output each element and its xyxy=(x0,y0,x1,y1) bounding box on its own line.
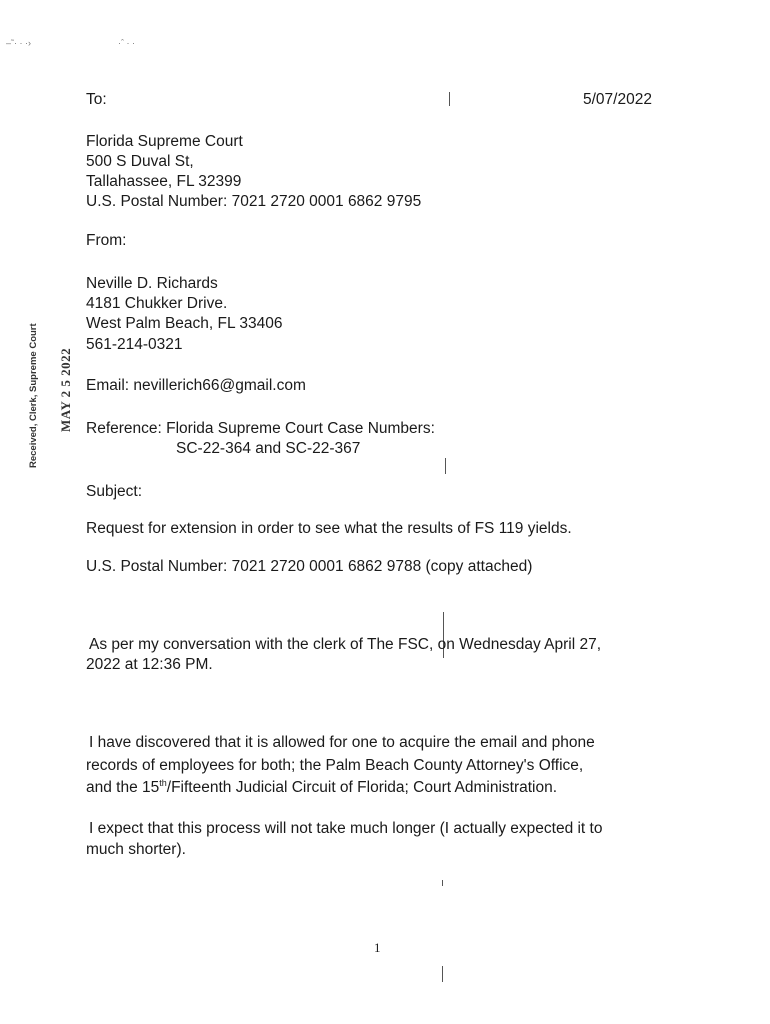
reference-line: Reference: Florida Supreme Court Case Numbers: xyxy=(86,420,435,437)
sender-street: 4181 Chukker Drive. xyxy=(86,295,228,312)
scan-mark: –˜· · ·› xyxy=(6,38,31,48)
recipient-name: Florida Supreme Court xyxy=(86,133,243,150)
paragraph-expectation: much shorter). xyxy=(86,841,186,858)
reference-case-numbers: SC-22-364 and SC-22-367 xyxy=(176,440,361,457)
scan-speck xyxy=(442,966,443,982)
received-stamp: Received, Clerk, Supreme Court xyxy=(28,323,39,468)
sender-city: West Palm Beach, FL 33406 xyxy=(86,315,283,332)
subject-label: Subject: xyxy=(86,483,143,500)
sender-phone: 561-214-0321 xyxy=(86,336,183,353)
scan-speck xyxy=(449,92,450,106)
paragraph-conversation: 2022 at 12:36 PM. xyxy=(86,656,213,673)
page-number: 1 xyxy=(374,940,381,955)
paragraph-expectation: I expect that this process will not take much longer (I actually expected it to xyxy=(89,820,603,837)
recipient-postal-number: U.S. Postal Number: 7021 2720 0001 6862 9795 xyxy=(86,193,422,210)
recipient-street: 500 S Duval St, xyxy=(86,153,194,170)
sender-name: Neville D. Richards xyxy=(86,275,218,292)
scan-speck xyxy=(442,880,443,886)
received-date-stamp: MAY 2 5 2022 xyxy=(58,347,73,432)
paragraph-conversation: As per my conversation with the clerk of The FSC, on Wednesday April 27, xyxy=(89,636,602,653)
paragraph-discovery: and the 15th/Fifteenth Judicial Circuit of Florida; Court Administration. xyxy=(86,777,558,796)
letter-date: 5/07/2022 xyxy=(583,91,652,108)
scan-speck xyxy=(445,458,446,474)
paragraph-discovery: I have discovered that it is allowed for one to acquire the email and phone xyxy=(89,734,595,751)
sender-email: Email: nevillerich66@gmail.com xyxy=(86,377,306,394)
recipient-city: Tallahassee, FL 32399 xyxy=(86,173,242,190)
attached-postal-number: U.S. Postal Number: 7021 2720 0001 6862 9788 (copy attached) xyxy=(86,558,533,575)
request-text: Request for extension in order to see what the results of FS 119 yields. xyxy=(86,520,572,537)
paragraph-discovery: records of employees for both; the Palm Beach County Attorney's Office, xyxy=(86,757,584,774)
from-label: From: xyxy=(86,232,127,249)
to-label: To: xyxy=(86,91,107,108)
scan-mark: ·ˆ · · xyxy=(118,38,135,48)
